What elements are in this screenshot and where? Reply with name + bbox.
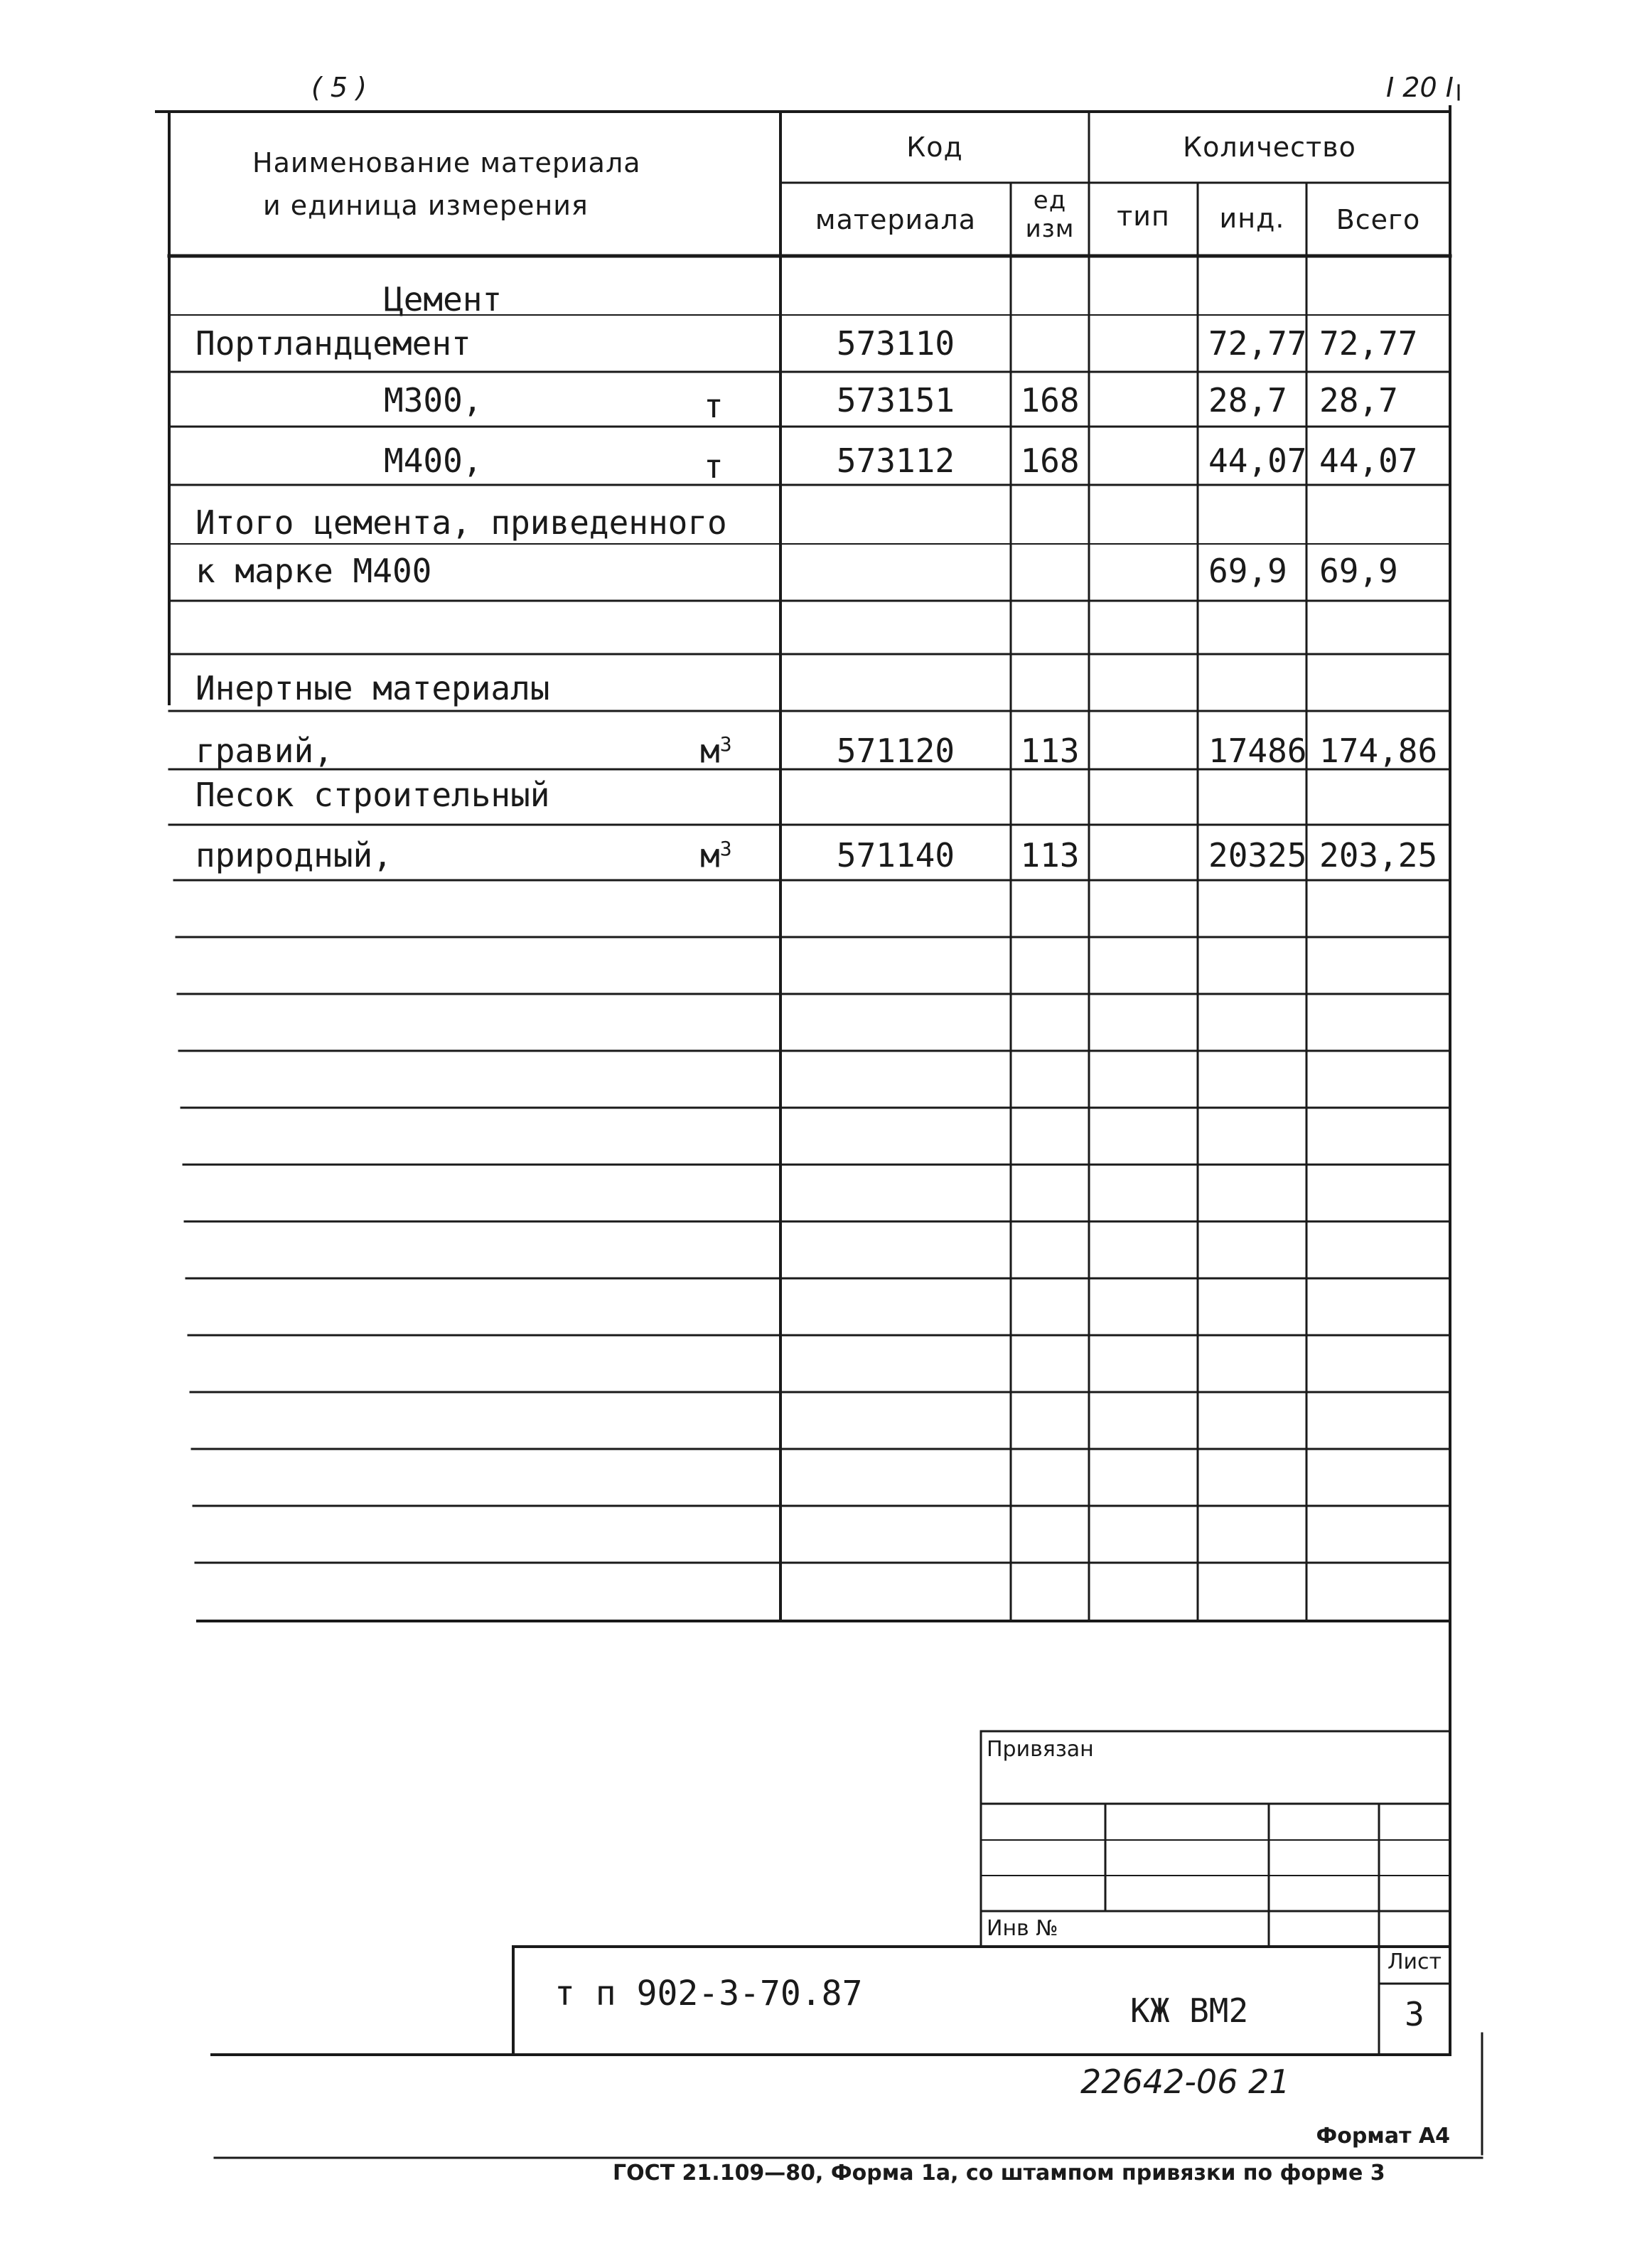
row-name: М300, [384, 381, 483, 419]
row-code: 571140 [836, 836, 955, 874]
page-mark-left: ( 5 ) [311, 72, 367, 103]
row-code: 573151 [836, 381, 955, 419]
row-total: 69,9 [1319, 552, 1398, 590]
row-unit: т [704, 447, 724, 486]
stamp-inv-label: Инв № [987, 1916, 1058, 1941]
row-code: 573112 [836, 442, 955, 480]
row-name: Портландцемент [195, 324, 471, 363]
row-name: Цемент [384, 280, 503, 319]
row-name: Итого цемента, приведенного [195, 503, 727, 542]
header-code-material: материала [815, 204, 977, 235]
header-qty-type: тип [1117, 200, 1170, 232]
stamp-sheet-label: Лист [1387, 1949, 1442, 1974]
header-name-line2: и единица измерения [263, 190, 589, 221]
footer-gost: ГОСТ 21.109—80, Форма 1а, со штампом привязки по форме 3 [613, 2161, 1385, 2186]
row-code: 571120 [836, 732, 955, 770]
row-name: Инертные материалы [195, 669, 550, 707]
header-quantity-group: Количество [1183, 132, 1356, 163]
row-total: 28,7 [1319, 381, 1398, 419]
row-name: природный, [195, 836, 392, 874]
row-ind: 69,9 [1208, 552, 1287, 590]
row-unit-code: 113 [1020, 732, 1080, 770]
row-unit: т [704, 387, 724, 425]
row-total: 72,77 [1319, 324, 1418, 363]
header-code-group: Код [906, 132, 963, 163]
row-ind: 17486 [1208, 732, 1307, 770]
row-ind: 72,77 [1208, 324, 1307, 363]
stamp-project-code: т п 902-3-70.87 [554, 1974, 863, 2013]
stamp-doc-mark: КЖ ВМ2 [1130, 1991, 1249, 2030]
footer-format: Формат А4 [1316, 2124, 1450, 2149]
row-unit: $м^3$ [700, 836, 732, 875]
row-unit-code: 113 [1020, 836, 1080, 874]
row-unit-code: 168 [1020, 442, 1080, 480]
header-code-unit-line1: ед [1033, 186, 1067, 215]
row-total: 174,86 [1319, 732, 1438, 770]
header-code-unit-line2: изм [1025, 215, 1075, 243]
header-name-line1: Наименование материала [252, 147, 641, 178]
row-name: М400, [384, 442, 483, 480]
stamp-sheet-number: 3 [1405, 1995, 1424, 2033]
header-qty-ind: инд. [1219, 203, 1285, 234]
row-unit: $м^3$ [700, 732, 732, 771]
row-name: к марке М400 [195, 552, 432, 590]
row-ind: 28,7 [1208, 381, 1287, 419]
row-code: 573110 [836, 324, 955, 363]
page-mark-right: I 20 I [1386, 72, 1454, 103]
row-name: Песок строительный [195, 776, 550, 814]
row-ind: 20325 [1208, 836, 1307, 874]
row-ind: 44,07 [1208, 442, 1307, 480]
stamp-bound-label: Привязан [987, 1737, 1094, 1762]
row-name: гравий, [195, 732, 333, 770]
header-qty-total: Всего [1336, 204, 1421, 235]
row-unit-code: 168 [1020, 381, 1080, 419]
handwritten-number: 22642-06 21 [1080, 2063, 1290, 2101]
row-total: 44,07 [1319, 442, 1418, 480]
row-total: 203,25 [1319, 836, 1438, 874]
